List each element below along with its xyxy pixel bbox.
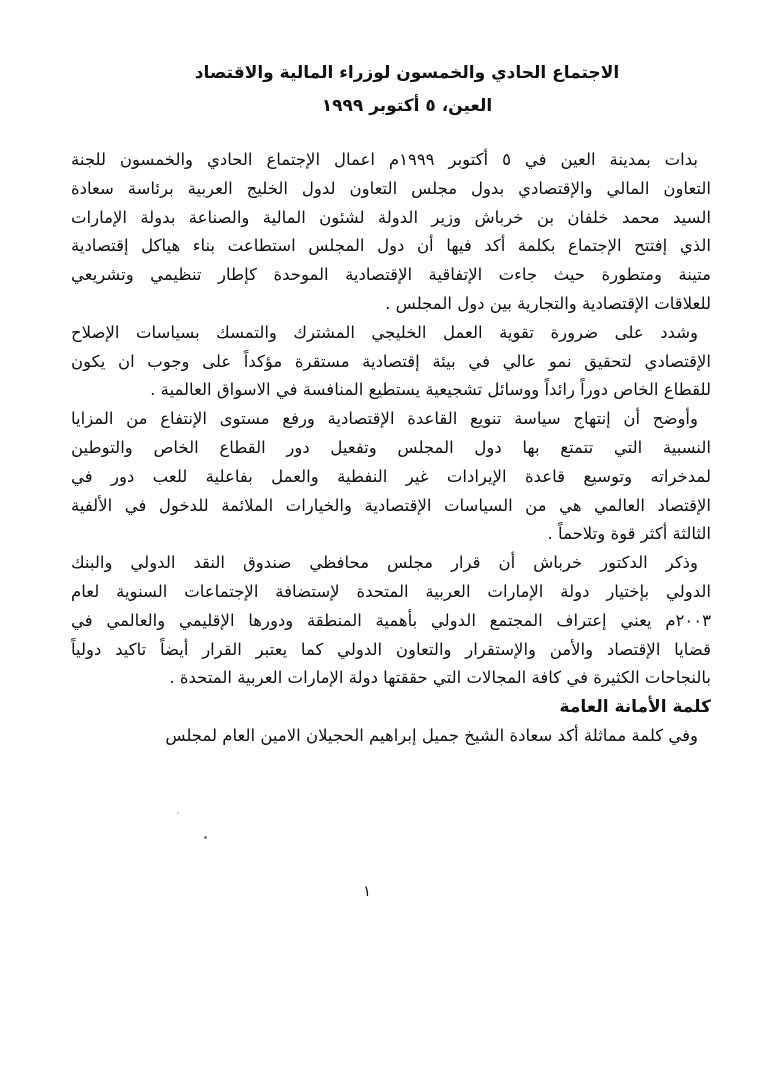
text-line: الدولي بإختيار دولة الإمارات العربية المتحدة لإستضافة الإجتماعات السنوية لعام [71, 581, 711, 601]
text-line: بدات بمدينة العين في ٥ أكتوبر ١٩٩٩م اعمال الإجتماع الحادي والخمسون للجنة [71, 150, 698, 169]
document-title: الاجتماع الحادي والخمسون لوزراء المالية والاقتصاد [194, 63, 620, 83]
scan-speck [177, 812, 179, 814]
text-line: الإقتصاد العالمي هي من السياسات الإقتصادية والخيارات الملائمة للدخول في الألفية [71, 495, 711, 515]
text-line: التعاون المالي والإقتصادي بدول مجلس التعاون لدول الخليج العربية برئاسة سعادة [71, 178, 711, 198]
text-line: الذي إفتتح الإجتماع بكلمة أكد فيها أن دول المجلس استطاعت بناء هياكل إقتصادية [71, 236, 711, 256]
text-line: النسبية التي تتمتع بها دول المجلس وتفعيل دور القطاع الخاص والتوطين [71, 437, 711, 457]
text-line: وأوضح أن إنتهاج سياسة تنويع القاعدة الإقتصادية ورفع مستوى الإنتفاع من المزايا [71, 409, 698, 429]
text-line: لمدخراته وتوسيع قاعدة الإيرادات غير النفطية والعمل بفاعلية للعب دور في [71, 466, 711, 486]
text-line: وشدد على ضرورة تقوية العمل الخليجي المشترك والتمسك بسياسات الإصلاح [71, 322, 698, 342]
text-line: متينة ومتطورة حيث جاءت الإتفاقية الإقتصادية الموحدة كإطار تنظيمي وتشريعي [71, 265, 711, 285]
text-line: الثالثة أكثر قوة وتلاحماً . [547, 524, 711, 544]
text-line: قضايا الإقتصاد والأمن والإستقرار والتعاون الدولي كما يعتبر القرار أيضاً تاكيد دولياً [71, 639, 711, 659]
page-number: ١ [362, 882, 372, 900]
text-line: السيد محمد خلفان بن خرباش وزير الدولة لشئون المالية والصناعة بدولة الإمارات [71, 207, 711, 227]
text-line: الإقتصادي لتحقيق نمو عالي في بيئة إقتصادية مستقرة مؤكداً على وجوب ان يكون [71, 351, 711, 371]
text-line: ٢٠٠٣م يعني إعتراف المجتمع الدولي بأهمية المنطقة ودورها الإقليمي والعالمي في [71, 610, 711, 630]
text-line: للعلاقات الإقتصادية والتجارية بين دول المجلس . [385, 293, 711, 313]
text-line: وذكر الدكتور خرباش أن قرار مجلس محافظي صندوق النقد الدولي والبنك [71, 553, 698, 573]
document-header [88, 57, 726, 123]
text-line: وفي كلمة مماثلة أكد سعادة الشيخ جميل إبراهيم الحجيلان الامين العام لمجلس [165, 725, 698, 745]
document-subtitle: العين، ٥ أكتوبر ١٩٩٩ [321, 96, 493, 116]
text-line: للقطاع الخاص دوراً رائداً ووسائل تشجيعية يستطيع المنافسة في الاسواق العالمية . [150, 380, 711, 400]
document-body [71, 146, 711, 751]
section-heading: كلمة الأمانة العامة [559, 697, 711, 718]
scan-speck [204, 836, 207, 839]
text-line: بالنجاحات الكثيرة في كافة المجالات التي حققتها دولة الإمارات العربية المتحدة . [169, 668, 711, 688]
